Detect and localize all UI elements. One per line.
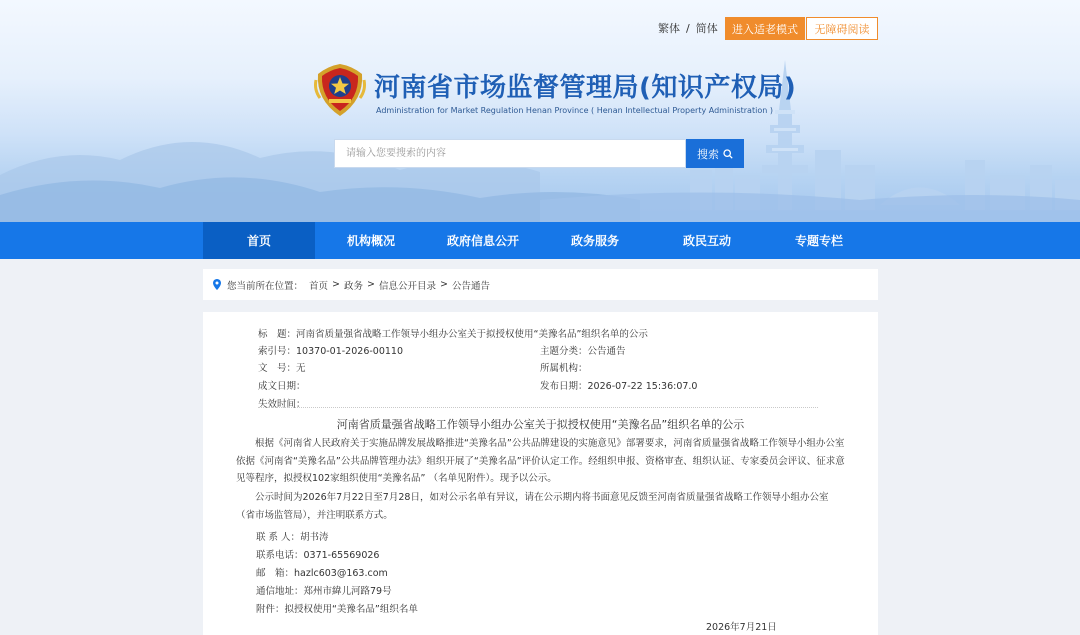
main-nav bbox=[0, 222, 1080, 259]
breadcrumb-separator: > bbox=[332, 279, 340, 290]
article-date: 2026年7月21日 bbox=[706, 622, 777, 633]
attachment-link[interactable]: 附件：拟授权使用“美豫名品”组织名单 bbox=[256, 604, 418, 615]
nav-item-interaction[interactable]: 政民互动 bbox=[682, 234, 731, 248]
breadcrumb-prefix: 您当前所在位置： bbox=[227, 280, 304, 292]
meta-date-label: 成文日期： bbox=[258, 381, 306, 392]
meta-index-label: 索引号： bbox=[258, 346, 297, 357]
site-subtitle: Administration for Market Regulation Henan Province ( Henan Intellectual Property Administration ) bbox=[376, 106, 773, 115]
breadcrumb-info-catalog[interactable]: 信息公开目录 bbox=[378, 280, 436, 292]
meta-category-row bbox=[540, 343, 626, 360]
meta-expire-row bbox=[258, 396, 306, 413]
article-paragraph-1: 根据《河南省人民政府关于实施品牌发展战略推进“美豫名品”公共品牌建设的实施意见》部署要求，河南省质量强省战略工作领导小组办公室依据《河南省“美豫名品”公共品牌管理办法》组织开展了“美豫名品”评价认定工作。经组织申报、资格审查、组织认证、专家委员会评议、征求意见等程序，拟授权102家组织使用“美豫名品” （名单见附件）。现予以公示。 bbox=[236, 438, 845, 484]
article-paragraph-2: 公示时间为2026年7月22日至7月28日，如对公示名单有异议，请在公示期内将书面意见反馈至河南省质量强省战略工作领导小组办公室（省市场监管局），并注明联系方式。 bbox=[236, 492, 829, 521]
contact-phone: 联系电话：0371-65569026 bbox=[256, 550, 380, 561]
location-pin-icon bbox=[213, 279, 221, 290]
meta-publish-value: 2026-07-22 15:36:07.0 bbox=[587, 381, 698, 392]
meta-category-label: 主题分类： bbox=[540, 346, 588, 357]
traditional-chinese-link[interactable]: 繁体 bbox=[658, 22, 680, 35]
meta-index-value: 10370-01-2026-00110 bbox=[296, 346, 404, 357]
meta-title-row bbox=[258, 326, 648, 343]
nav-item-gov-info[interactable]: 政府信息公开 bbox=[446, 234, 519, 248]
breadcrumb-separator: > bbox=[440, 279, 448, 290]
nav-item-org-overview[interactable]: 机构概况 bbox=[346, 234, 395, 248]
meta-date-row bbox=[258, 378, 306, 395]
contact-person: 联 系 人：胡书涛 bbox=[256, 532, 329, 543]
nav-item-gov-service[interactable]: 政务服务 bbox=[570, 234, 619, 248]
breadcrumb-home[interactable]: 首页 bbox=[309, 280, 329, 292]
search-button[interactable] bbox=[686, 139, 744, 168]
search-button-label: 搜索 bbox=[697, 147, 719, 161]
meta-docno-row bbox=[258, 360, 306, 377]
meta-title-label: 标 题： bbox=[258, 329, 297, 340]
breadcrumb bbox=[203, 269, 878, 300]
breadcrumb-separator: > bbox=[367, 279, 375, 290]
nav-item-home[interactable]: 首页 bbox=[203, 222, 315, 259]
meta-docno-value: 无 bbox=[296, 363, 306, 374]
site-title: 河南省市场监督管理局(知识产权局) bbox=[374, 73, 797, 103]
elder-mode-button[interactable]: 进入适老模式 bbox=[725, 17, 805, 40]
search-box bbox=[334, 139, 686, 168]
police-emblem-icon bbox=[312, 60, 368, 118]
meta-expire-label: 失效时间： bbox=[258, 399, 306, 410]
meta-index-row bbox=[258, 343, 403, 360]
contact-email: 邮 箱：hazlc603@163.com bbox=[256, 568, 388, 579]
meta-docno-label: 文 号： bbox=[258, 363, 297, 374]
search-icon bbox=[723, 149, 733, 159]
meta-org-row bbox=[540, 360, 588, 377]
search-input[interactable] bbox=[335, 140, 685, 167]
language-switch bbox=[658, 20, 718, 36]
meta-title-value: 河南省质量强省战略工作领导小组办公室关于拟授权使用“美豫名品”组织名单的公示 bbox=[296, 329, 648, 340]
breadcrumb-announcements[interactable]: 公告通告 bbox=[451, 280, 490, 292]
meta-divider bbox=[258, 407, 818, 408]
meta-category-value: 公告通告 bbox=[587, 346, 626, 357]
site-header bbox=[0, 0, 1080, 222]
breadcrumb-affairs[interactable]: 政务 bbox=[344, 280, 364, 292]
meta-org-label: 所属机构： bbox=[540, 363, 588, 374]
meta-publish-label: 发布日期： bbox=[540, 381, 588, 392]
contact-address: 通信地址：郑州市緯儿河路79号 bbox=[256, 586, 392, 597]
article-heading: 河南省质量强省战略工作领导小组办公室关于拟授权使用“美豫名品”组织名单的公示 bbox=[336, 418, 745, 431]
simplified-chinese-link[interactable]: 简体 bbox=[695, 22, 718, 35]
meta-publish-row bbox=[540, 378, 697, 395]
accessible-reading-button[interactable]: 无障碍阅读 bbox=[806, 17, 878, 40]
nav-item-topics[interactable]: 专题专栏 bbox=[794, 234, 843, 248]
language-separator: / bbox=[686, 21, 690, 35]
